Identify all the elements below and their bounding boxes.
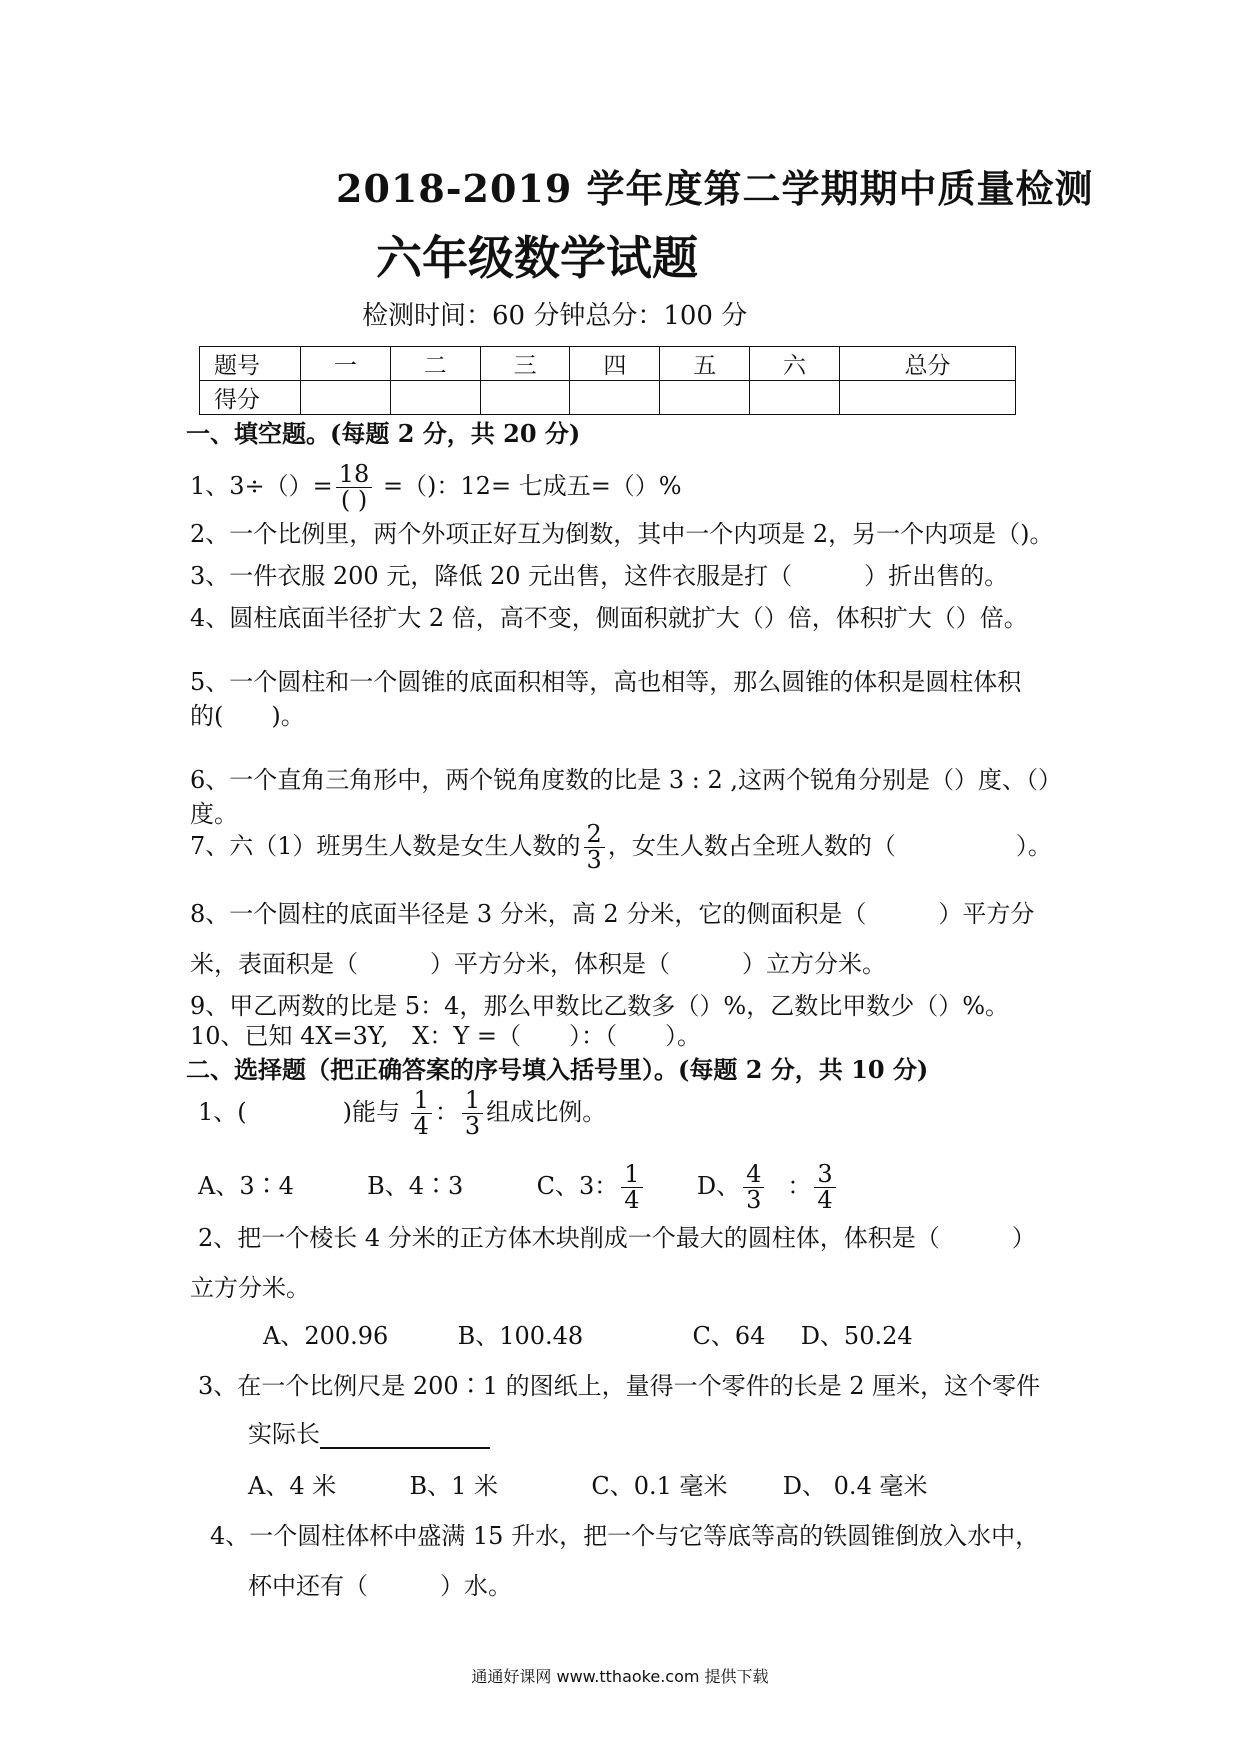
fraction-numerator: 18	[336, 462, 373, 488]
question-1-10: 10、已知 4X=3Y, X：Y =（ ）：（ ）。	[190, 1022, 701, 1050]
question-1-8-line1: 8、一个圆柱的底面半径是 3 分米，高 2 分米，它的侧面积是（ ）平方分	[190, 900, 1035, 928]
score-entry-cell	[570, 381, 660, 415]
option-b: B、1 米	[409, 1472, 499, 1500]
fraction-numerator: 1	[411, 1088, 432, 1114]
question-2-2-line1: 2、把一个棱长 4 分米的正方体木块削成一个最大的圆柱体，体积是（ ）	[198, 1224, 1036, 1252]
question-2-2-options	[263, 1316, 913, 1351]
score-table-score-row	[200, 381, 1016, 415]
option-d	[696, 1160, 839, 1215]
fraction-denominator: ( )	[340, 486, 368, 515]
option-c: C、0.1 毫米	[591, 1472, 728, 1500]
question-2-4-line1: 4、一个圆柱体杯中盛满 15 升水，把一个与它等底等高的铁圆锥倒放入水中，	[210, 1522, 1040, 1550]
question-text: 7、六（1）班男生人数是女生人数的	[190, 832, 581, 861]
fraction-numerator: 4	[743, 1162, 764, 1188]
exam-title: 2018-2019 学年度第二学期期中质量检测	[336, 166, 1094, 211]
score-entry-cell	[660, 381, 750, 415]
score-entry-cell	[839, 381, 1015, 415]
fraction-numerator: 2	[584, 822, 605, 848]
question-1-5-line1: 5、一个圆柱和一个圆锥的底面积相等，高也相等，那么圆锥的体积是圆柱体积	[190, 668, 1022, 696]
fraction	[584, 822, 605, 873]
question-1-2: 2、一个比例里，两个外项正好互为倒数，其中一个内项是 2，另一个内项是（)。	[190, 520, 1054, 548]
score-cell: 总分	[839, 347, 1015, 381]
fraction-denominator: 3	[464, 1112, 481, 1141]
question-1-6-line2: 度。	[190, 800, 238, 828]
fraction	[462, 1088, 483, 1139]
score-table-header-row	[200, 347, 1016, 381]
question-1-5-line2: 的( )。	[190, 702, 305, 730]
fraction	[411, 1088, 432, 1139]
option-c	[536, 1160, 646, 1215]
question-2-1-options	[198, 1162, 839, 1213]
ratio-colon: ：	[787, 1172, 812, 1201]
fraction-denominator: 4	[413, 1112, 429, 1141]
fraction-denominator: 4	[624, 1186, 640, 1215]
score-cell: 五	[660, 347, 750, 381]
question-1-9: 9、甲乙两数的比是 5：4，那么甲数比乙数多（）%，乙数比甲数少（）%。	[190, 992, 1010, 1020]
option-d: D、50.24	[800, 1322, 913, 1350]
fraction-denominator: 3	[586, 846, 602, 875]
option-a: A、4 米	[248, 1472, 337, 1500]
exam-subtitle: 六年级数学试题	[376, 231, 698, 285]
option-text: C、3：	[536, 1172, 619, 1201]
footer-watermark: 通通好课网 www.tthaoke.com 提供下载	[471, 1667, 769, 1686]
question-text: ，女生人数占全班人数的（ ）。	[607, 832, 1052, 861]
question-1-4: 4、圆柱底面半径扩大 2 倍，高不变，侧面积就扩大（）倍，体积扩大（）倍。	[190, 604, 1028, 632]
section-2-title: 二、选择题（把正确答案的序号填入括号里）。(每题 2 分，共 10 分)	[186, 1055, 929, 1084]
score-cell: 三	[480, 347, 570, 381]
fraction-denominator: 4	[817, 1186, 833, 1215]
score-entry-cell	[301, 381, 391, 415]
option-b: B、100.48	[457, 1322, 584, 1350]
section-1-title: 一、填空题。(每题 2 分，共 20 分)	[186, 419, 581, 448]
score-entry-cell	[390, 381, 480, 415]
question-text: 1、( )能与	[198, 1098, 400, 1127]
answer-blank-line	[320, 1423, 490, 1449]
question-text: 实际长	[248, 1420, 320, 1448]
score-entry-cell	[480, 381, 570, 415]
option-a: A、3∶4	[198, 1172, 294, 1201]
option-b: B、4∶3	[367, 1172, 464, 1201]
question-2-3-options	[248, 1466, 927, 1501]
question-2-1	[198, 1088, 606, 1139]
option-c: C、64	[692, 1322, 766, 1350]
score-cell: 一	[301, 347, 391, 381]
question-1-3: 3、一件衣服 200 元，降低 20 元出售，这件衣服是打（ ）折出售的。	[190, 562, 1009, 590]
option-d: D、 0.4 毫米	[782, 1472, 928, 1500]
score-cell: 四	[570, 347, 660, 381]
option-a: A、200.96	[263, 1322, 389, 1350]
score-cell: 题号	[200, 347, 301, 381]
exam-info: 检测时间：60 分钟总分：100 分	[362, 301, 748, 331]
score-cell: 二	[390, 347, 480, 381]
fraction-numerator: 3	[814, 1162, 835, 1188]
question-text: =（)：12= 七成五=（）%	[375, 472, 682, 501]
fraction	[814, 1162, 835, 1213]
question-2-3-line2	[248, 1414, 490, 1449]
fraction-denominator: 3	[746, 1186, 762, 1215]
fraction-numerator: 1	[621, 1162, 642, 1188]
option-text: D、	[696, 1172, 741, 1201]
question-text: 1、3÷（）=	[190, 472, 333, 501]
question-2-2-line2: 立方分米。	[190, 1274, 310, 1302]
score-cell: 得分	[200, 381, 301, 415]
score-table	[199, 346, 1016, 415]
fraction	[621, 1162, 642, 1213]
score-entry-cell	[750, 381, 840, 415]
question-1-7	[190, 822, 1052, 873]
fraction	[743, 1162, 764, 1213]
question-1-6-line1: 6、一个直角三角形中，两个锐角度数的比是 3 : 2 ,这两个锐角分别是（）度、（）	[190, 766, 1063, 794]
question-1-1	[190, 462, 682, 513]
question-text: 组成比例。	[486, 1098, 607, 1127]
fraction	[336, 462, 373, 513]
fraction-numerator: 1	[462, 1088, 483, 1114]
score-cell: 六	[750, 347, 840, 381]
question-2-3-line1: 3、在一个比例尺是 200∶1 的图纸上，量得一个零件的长是 2 厘米，这个零件	[198, 1372, 1041, 1400]
question-1-8-line2: 米，表面积是（ ）平方分米，体积是（ ）立方分米。	[190, 950, 886, 978]
question-2-4-line2: 杯中还有（ ）水。	[248, 1572, 512, 1600]
ratio-colon: ：	[434, 1098, 459, 1127]
